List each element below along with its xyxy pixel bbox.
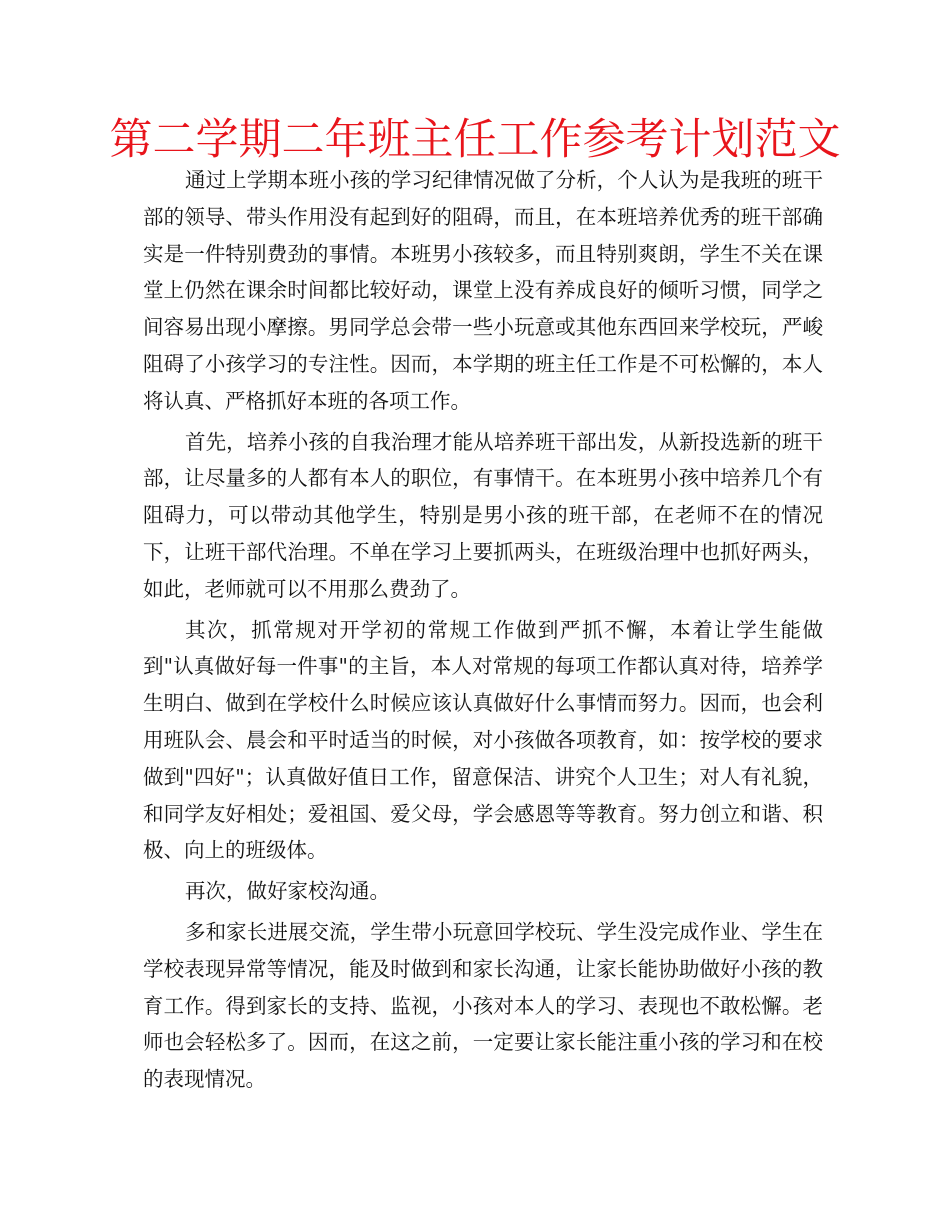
paragraph-5: 多和家长进展交流，学生带小玩意回学校玩、学生没完成作业、学生在学校表现异常等情况，能及时做到和家长沟通，让家长能协助做好小孩的教育工作。得到家长的支持、监视，小孩对本人的学习、表现也不敢松懈。老师也会轻松多了。因而，在这之前，一定要让家长能注重小孩的学习和在校的表现情况。	[143, 919, 823, 1092]
paragraph-3: 其次，抓常规对开学初的常规工作做到严抓不懈，本着让学生能做到"认真做好每一件事"的主旨，本人对常规的每项工作都认真对待，培养学生明白、做到在学校什么时候应该认真做好什么事情而努力。因而，也会利用班队会、晨会和平时适当的时候，对小孩做各项教育，如：按学校的要求做到"四好"；认真做好值日工作，留意保洁、讲究个人卫生；对人有礼貌，和同学友好相处；爱祖国、爱父母，学会感恩等等教育。努力创立和谐、积极、向上的班级体。	[143, 617, 823, 863]
paragraph-4: 再次，做好家校沟通。	[185, 879, 390, 904]
document-title: 第二学期二年班主任工作参考计划范文	[109, 115, 841, 165]
paragraph-1: 通过上学期本班小孩的学习纪律情况做了分析，个人认为是我班的班干部的领导、带头作用没有起到好的阻碍，而且，在本班培养优秀的班干部确实是一件特别费劲的事情。本班男小孩较多，而且特别爽朗，学生不关在课堂上仍然在课余时间都比较好动，课堂上没有养成良好的倾听习惯，同学之间容易出现小摩擦。男同学总会带一些小玩意或其他东西回来学校玩，严峻阻碍了小孩学习的专注性。因而，本学期的班主任工作是不可松懈的，本人将认真、严格抓好本班的各项工作。	[143, 168, 823, 413]
paragraph-2: 首先，培养小孩的自我治理才能从培养班干部出发，从新投选新的班干部，让尽量多的人都有本人的职位，有事情干。在本班男小孩中培养几个有阻碍力，可以带动其他学生，特别是男小孩的班干部，在老师不在的情况下，让班干部代治理。不单在学习上要抓两头，在班级治理中也抓好两头，如此，老师就可以不用那么费劲了。	[143, 429, 823, 601]
document-body	[143, 162, 823, 1098]
